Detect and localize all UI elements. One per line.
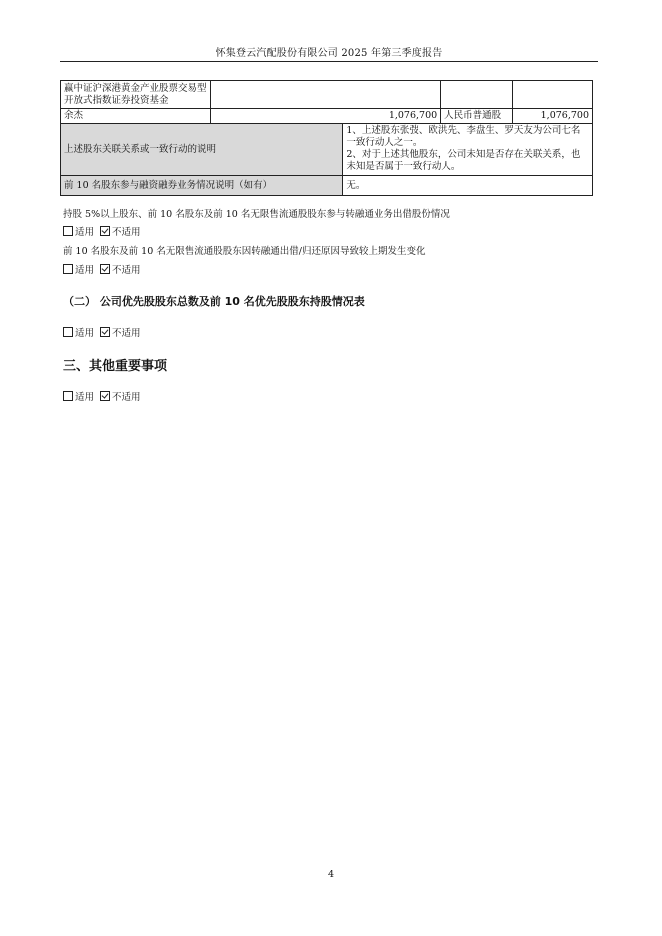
holder-shares-cell (210, 81, 441, 109)
checked-box-icon (100, 391, 110, 401)
holder-name-cell: 赢中证沪深港黄金产业股票交易型开放式指数证券投资基金 (61, 81, 211, 109)
change-note: 前 10 名股东及前 10 名无限售流通股股东因转融通出借/归还原因导致较上期发生变化 (63, 246, 426, 257)
not-applicable-label: 不适用 (112, 265, 141, 276)
unchecked-box-icon (63, 391, 73, 401)
margin-label-cell: 前 10 名股东参与融资融券业务情况说明（如有） (61, 176, 343, 196)
applicable-label: 适用 (75, 227, 95, 238)
relation-label-cell: 上述股东关联关系或一致行动的说明 (61, 124, 343, 176)
holder-share-type-cell (441, 81, 513, 109)
applicable-label: 适用 (75, 328, 95, 339)
unchecked-box-icon (63, 226, 73, 236)
holder-shares-cell: 1,076,700 (210, 109, 441, 124)
holder-share-type-cell: 人民币普通股 (441, 109, 513, 124)
holder-type-shares-cell: 1,076,700 (513, 109, 593, 124)
not-applicable-label: 不适用 (112, 392, 141, 403)
checked-box-icon (100, 327, 110, 337)
header-divider (60, 61, 598, 62)
page-header-title: 怀集登云汽配股份有限公司 2025 年第三季度报告 (215, 48, 443, 59)
applicable-label: 适用 (75, 392, 95, 403)
holder-type-shares-cell (513, 81, 593, 109)
not-applicable-label: 不适用 (112, 227, 141, 238)
unchecked-box-icon (63, 264, 73, 274)
shareholders-table (60, 80, 593, 196)
table-row (61, 81, 593, 109)
table-row (61, 109, 593, 124)
relation-line: 1、上述股东张弢、欧洪先、李盘生、罗天友为公司七名一致行动人之一。 (346, 125, 581, 148)
relation-line: 2、对于上述其他股东，公司未知是否存在关联关系，也未知是否属于一致行动人。 (346, 149, 581, 172)
relation-description-cell (343, 124, 593, 176)
other-applicability (63, 389, 141, 403)
applicable-label: 适用 (75, 265, 95, 276)
preferred-applicability (63, 325, 141, 339)
page-number: 4 (327, 869, 335, 880)
checked-box-icon (100, 264, 110, 274)
checked-box-icon (100, 226, 110, 236)
preferred-shares-heading: （二） 公司优先股股东总数及前 10 名优先股股东持股情况表 (63, 295, 365, 308)
table-row (61, 124, 593, 176)
lending-applicability (63, 224, 141, 238)
margin-value-cell: 无。 (343, 176, 593, 196)
lending-note: 持股 5%以上股东、前 10 名股东及前 10 名无限售流通股股东参与转融通业务出借股份情况 (63, 209, 450, 220)
unchecked-box-icon (63, 327, 73, 337)
other-matters-heading: 三、其他重要事项 (63, 359, 168, 374)
holder-name-cell: 余杰 (61, 109, 211, 124)
change-applicability (63, 262, 141, 276)
table-row (61, 176, 593, 196)
not-applicable-label: 不适用 (112, 328, 141, 339)
